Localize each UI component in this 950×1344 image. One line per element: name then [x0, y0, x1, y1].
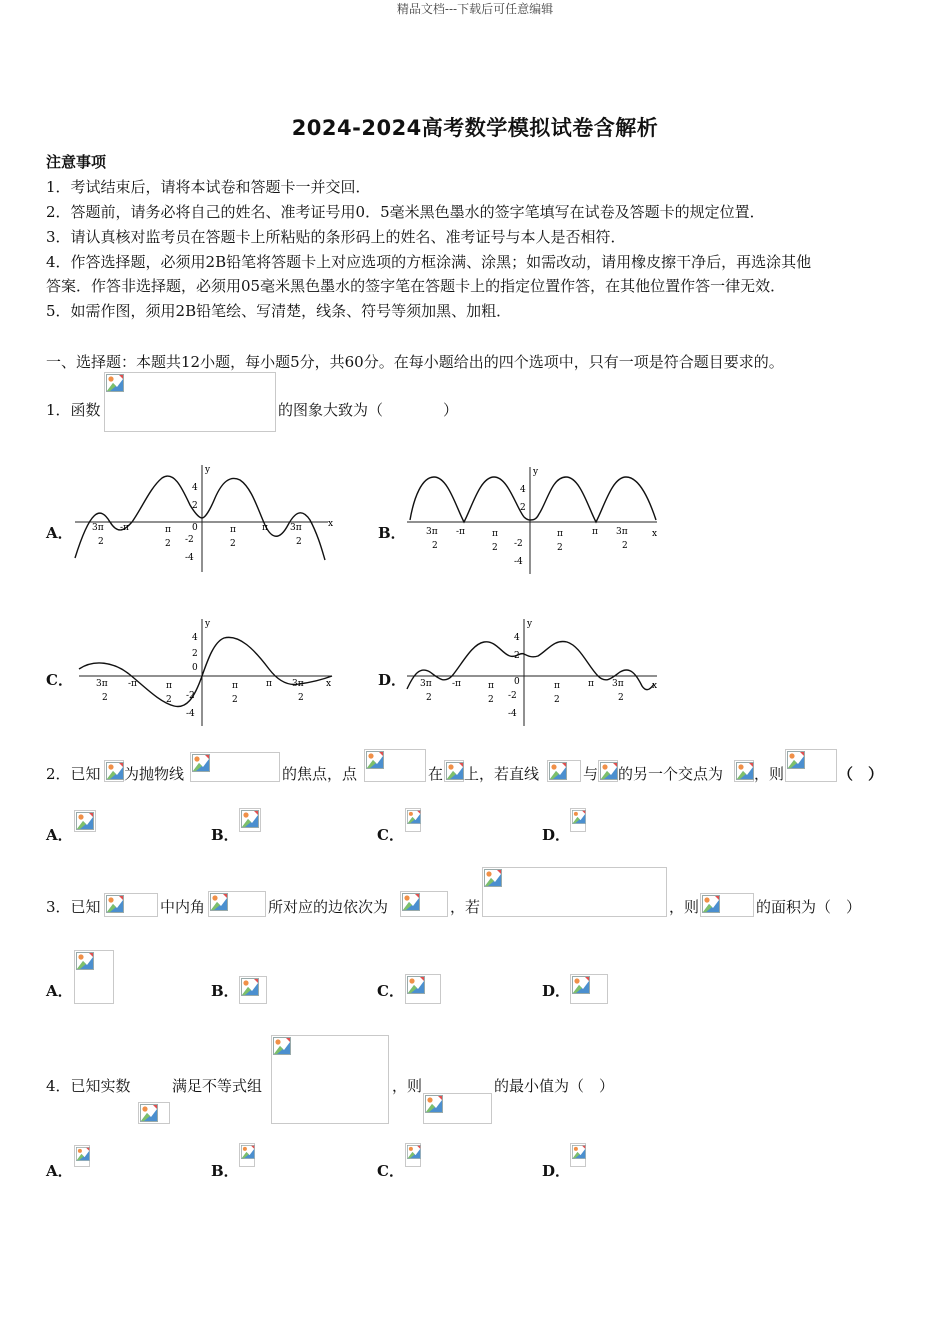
x-tick: 2 — [232, 695, 238, 705]
option-b-label: B． — [211, 982, 239, 1000]
x-tick: 3π — [426, 527, 438, 537]
x-tick: 2 — [102, 693, 108, 703]
formula-image — [271, 1035, 389, 1124]
q1-stem: 1．函数 — [46, 401, 101, 419]
y-tick: 2 — [192, 649, 198, 659]
option-c-label: C． — [377, 826, 404, 844]
option-d-image — [570, 1143, 586, 1167]
broken-image-icon — [407, 976, 425, 994]
option-d-label: D． — [542, 982, 571, 1000]
option-a-label: A． — [46, 982, 73, 1000]
broken-image-icon — [484, 869, 502, 887]
q2-text: 在 — [428, 765, 444, 783]
option-d-label: D． — [378, 671, 407, 689]
x-tick: 3π — [290, 523, 302, 533]
broken-image-icon — [273, 1037, 291, 1055]
x-tick: 2 — [98, 537, 104, 547]
option-c-label: C． — [377, 982, 404, 1000]
q2-text: 上，若直线 — [464, 765, 540, 783]
option-b-image — [239, 976, 267, 1004]
y-tick: 0 — [192, 663, 198, 673]
y-tick: 4 — [192, 633, 198, 643]
q2-text: 为抛物线 — [124, 765, 185, 783]
y-axis-label: y — [533, 467, 539, 477]
x-tick: -π — [456, 527, 465, 537]
broken-image-icon — [702, 895, 720, 913]
x-tick: 3π — [616, 527, 628, 537]
x-tick: 2 — [488, 695, 494, 705]
formula-image — [400, 891, 448, 917]
broken-image-icon — [76, 1147, 90, 1161]
x-tick: 2 — [432, 541, 438, 551]
q4-text: ，则 — [392, 1077, 423, 1095]
x-tick: 2 — [426, 693, 432, 703]
y-axis-label: y — [205, 465, 211, 475]
formula-image — [482, 867, 667, 917]
option-d-image — [570, 808, 586, 832]
x-tick: 3π — [96, 679, 108, 689]
formula-image — [364, 749, 426, 782]
option-c-image — [405, 808, 421, 832]
y-tick: 2 — [520, 503, 526, 513]
q4-text: 的最小值为（ ） — [494, 1077, 615, 1095]
broken-image-icon — [572, 976, 590, 994]
x-tick: π — [165, 525, 171, 535]
option-d-image — [570, 974, 608, 1004]
page-title: 2024-2024高考数学模拟试卷含解析 — [291, 116, 659, 140]
x-tick: 2 — [296, 537, 302, 547]
x-tick: 2 — [230, 539, 236, 549]
q3-text: ，若 — [450, 898, 481, 916]
q3-text: 中内角 — [160, 898, 206, 916]
y-tick: -4 — [186, 709, 195, 719]
option-d-label: D． — [542, 1162, 571, 1180]
broken-image-icon — [407, 810, 421, 824]
broken-image-icon — [402, 893, 420, 911]
graph-option-b — [402, 462, 667, 577]
y-tick: -4 — [514, 557, 523, 567]
y-tick: 2 — [514, 651, 520, 661]
x-tick: 3π — [92, 523, 104, 533]
broken-image-icon — [572, 1145, 586, 1159]
broken-image-icon — [241, 1145, 255, 1159]
page-header: 精品文档---下载后可任意编辑 — [396, 2, 554, 16]
option-b-label: B． — [211, 1162, 239, 1180]
option-c-image — [405, 1143, 421, 1167]
y-tick: -4 — [185, 553, 194, 563]
x-tick: π — [232, 681, 238, 691]
x-axis-label: x — [652, 529, 658, 539]
option-b-label: B． — [211, 826, 239, 844]
broken-image-icon — [366, 751, 384, 769]
formula-image — [104, 372, 276, 432]
notice-item: 1．考试结束后，请将本试卷和答题卡一并交回． — [46, 178, 371, 196]
broken-image-icon — [76, 952, 94, 970]
q3-text: 所对应的边依次为 — [268, 898, 389, 916]
graph-option-d — [402, 614, 667, 729]
x-tick: π — [230, 525, 236, 535]
option-c-label: C． — [377, 1162, 404, 1180]
option-a-label: A． — [46, 524, 73, 542]
x-tick: -π — [120, 523, 129, 533]
y-axis-label: y — [205, 619, 211, 629]
option-d-label: D． — [542, 826, 571, 844]
broken-image-icon — [106, 762, 124, 780]
formula-image — [138, 1102, 170, 1124]
section-heading: 一、选择题：本题共12小题，每小题5分，共60分。在每小题给出的四个选项中，只有一项是符合题目要求的。 — [46, 353, 784, 371]
option-a-label: A． — [46, 1162, 73, 1180]
option-c-label: C． — [46, 671, 73, 689]
x-tick: -π — [452, 679, 461, 689]
x-axis-label: x — [326, 679, 332, 689]
q3-text: ，则 — [669, 898, 700, 916]
y-axis-label: y — [527, 619, 533, 629]
x-tick: -π — [128, 679, 137, 689]
y-tick: -2 — [514, 539, 523, 549]
x-tick: π — [592, 527, 598, 537]
y-tick: -2 — [508, 691, 517, 701]
broken-image-icon — [572, 810, 586, 824]
broken-image-icon — [241, 810, 259, 828]
broken-image-icon — [241, 978, 259, 996]
x-tick: 2 — [492, 543, 498, 553]
x-tick: π — [266, 679, 272, 689]
x-tick: π — [554, 681, 560, 691]
formula-image — [700, 893, 754, 917]
y-tick: 0 — [514, 677, 520, 687]
broken-image-icon — [106, 374, 124, 392]
x-tick: 2 — [298, 693, 304, 703]
option-c-image — [405, 974, 441, 1004]
q2-stem: 2．已知 — [46, 765, 101, 783]
x-tick: π — [588, 679, 594, 689]
x-tick: 2 — [557, 543, 563, 553]
formula-image — [734, 760, 754, 782]
x-tick: 2 — [622, 541, 628, 551]
x-tick: π — [492, 529, 498, 539]
q3-text: 的面积为（ ） — [756, 898, 862, 916]
notice-heading: 注意事项 — [46, 153, 107, 171]
formula-image — [104, 760, 124, 782]
option-b-image — [239, 808, 261, 832]
broken-image-icon — [736, 762, 754, 780]
formula-image — [104, 893, 158, 917]
y-tick: -2 — [186, 691, 195, 701]
q2-text: （ ） — [838, 765, 884, 783]
option-a-image — [74, 810, 96, 832]
broken-image-icon — [549, 762, 567, 780]
y-tick: -4 — [508, 709, 517, 719]
broken-image-icon — [425, 1095, 443, 1113]
graph-option-a — [70, 460, 335, 575]
broken-image-icon — [106, 895, 124, 913]
broken-image-icon — [787, 751, 805, 769]
y-tick: 4 — [514, 633, 520, 643]
q1-stem-tail: 的图象大致为（ ） — [278, 401, 459, 419]
option-b-label: B． — [378, 524, 406, 542]
x-tick: 3π — [612, 679, 624, 689]
formula-image — [190, 752, 280, 782]
x-axis-label: x — [652, 681, 658, 691]
notice-item: 5．如需作图，须用2B铅笔绘、写清楚，线条、符号等须加黑、加粗． — [46, 302, 512, 320]
x-tick: 2 — [618, 693, 624, 703]
q2-text: 与 — [583, 765, 599, 783]
formula-image — [598, 760, 618, 782]
option-b-image — [239, 1143, 255, 1167]
q2-text: 的焦点，点 — [282, 765, 358, 783]
broken-image-icon — [600, 762, 618, 780]
x-tick: 2 — [165, 539, 171, 549]
formula-image — [444, 760, 464, 782]
formula-image — [547, 760, 581, 782]
option-a-image — [74, 950, 114, 1004]
x-tick: 3π — [420, 679, 432, 689]
formula-image — [785, 749, 837, 782]
q3-stem: 3．已知 — [46, 898, 101, 916]
broken-image-icon — [192, 754, 210, 772]
broken-image-icon — [407, 1145, 421, 1159]
y-tick: 0 — [192, 523, 198, 533]
broken-image-icon — [446, 762, 464, 780]
x-tick: π — [557, 529, 563, 539]
broken-image-icon — [76, 812, 94, 830]
y-tick: 4 — [520, 485, 526, 495]
formula-image — [423, 1093, 492, 1124]
option-a-label: A． — [46, 826, 73, 844]
x-tick: 2 — [554, 695, 560, 705]
q2-text: ，则 — [754, 765, 785, 783]
notice-item: 答案．作答非选择题，必须用05毫米黑色墨水的签字笔在答题卡上的指定位置作答，在其他位置作答一律无效． — [46, 277, 786, 295]
option-a-image — [74, 1145, 90, 1167]
x-axis-label: x — [328, 519, 334, 529]
x-tick: π — [166, 681, 172, 691]
x-tick: 2 — [166, 695, 172, 705]
notice-item: 3．请认真核对监考员在答题卡上所粘贴的条形码上的姓名、准考证号与本人是否相符． — [46, 228, 626, 246]
formula-image — [208, 891, 266, 917]
broken-image-icon — [140, 1104, 158, 1122]
y-tick: 2 — [192, 501, 198, 511]
x-tick: π — [488, 681, 494, 691]
graph-option-c — [74, 614, 339, 729]
q4-stem: 4．已知实数 — [46, 1077, 131, 1095]
q4-text: 满足不等式组 — [172, 1077, 263, 1095]
y-tick: -2 — [185, 535, 194, 545]
notice-item: 4．作答选择题，必须用2B铅笔将答题卡上对应选项的方框涂满、涂黑；如需改动，请用橡皮擦干净后，再选涂其他 — [46, 253, 812, 271]
x-tick: 3π — [292, 679, 304, 689]
notice-item: 2．答题前，请务必将自己的姓名、准考证号用0．5毫米黑色墨水的签字笔填写在试卷及答题卡的规定位置． — [46, 203, 765, 221]
broken-image-icon — [210, 893, 228, 911]
q2-text: 的另一个交点为 — [618, 765, 724, 783]
x-tick: π — [262, 523, 268, 533]
y-tick: 4 — [192, 483, 198, 493]
